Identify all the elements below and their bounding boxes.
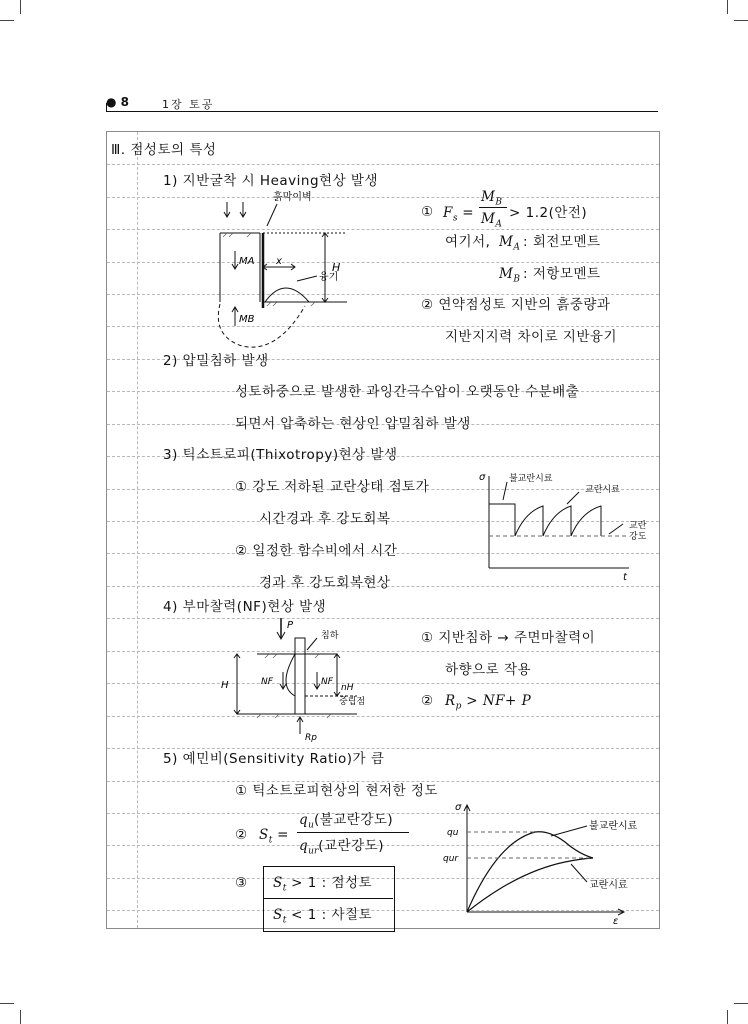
crop-mark xyxy=(734,1003,748,1004)
heaving-formula-num: ① xyxy=(421,204,434,220)
thixo-strength-label1: 교란 xyxy=(629,521,647,531)
thixo-sigma-label: σ xyxy=(479,472,486,483)
item2-line1: 성토하중으로 발생한 과잉간극수압이 오랫동안 수분배출 xyxy=(235,384,580,400)
item4-line2: 하향으로 작용 xyxy=(445,662,532,678)
item2-title: 2) 압밀침하 발생 xyxy=(163,353,269,369)
item3-line4: 경과 후 강도회복현상 xyxy=(259,575,391,591)
negative-friction-figure xyxy=(217,616,377,746)
sensitivity-numerator: $q_u$(불교란강도) xyxy=(299,812,394,831)
ruled-line xyxy=(107,651,659,652)
sensitivity-box-num: ③ xyxy=(235,875,248,891)
fig-x-label: x xyxy=(276,256,282,267)
thixo-undisturbed-label: 불교란시료 xyxy=(509,474,553,484)
ruled-line xyxy=(107,683,659,684)
fraction-bar xyxy=(479,207,507,208)
nf-right-label: NF xyxy=(321,677,333,687)
mb-symbol: $M_B$ xyxy=(499,266,520,285)
crop-mark xyxy=(0,20,14,21)
crop-mark xyxy=(734,20,748,21)
fig-ma-label: MA xyxy=(239,256,255,267)
sensitivity-formula-num: ② xyxy=(235,827,248,843)
ruled-line xyxy=(107,748,659,749)
ss-sigma-label: σ xyxy=(455,802,462,813)
item3-line2: 시간경과 후 강도회복 xyxy=(259,511,391,527)
fig-mb-label: MB xyxy=(239,314,255,325)
ss-disturbed-label: 교란시료 xyxy=(589,880,628,891)
sensitivity-denominator: $q_{ur}$(교란강도) xyxy=(299,838,384,857)
nf-rp-label: Rp xyxy=(305,733,317,743)
heaving-formula-numerator: $M_B$ xyxy=(481,189,502,208)
ma-symbol: $M_A$ xyxy=(499,234,520,253)
thixo-strength-label2: 강도 xyxy=(629,532,647,542)
item4-title: 4) 부마찰력(NF)현상 발생 xyxy=(163,599,327,615)
heaving-note-line1: ② 연약점성토 지반의 흙중량과 xyxy=(421,297,611,313)
heaving-figure xyxy=(187,192,387,356)
crop-mark xyxy=(727,1010,728,1024)
ss-qu-label: qu xyxy=(447,828,459,838)
ss-eps-label: ε xyxy=(613,916,619,927)
ruled-line xyxy=(107,781,659,782)
heaving-note-line2: 지반지지력 차이로 지반융기 xyxy=(445,329,618,345)
nf-nh-label: nH xyxy=(341,683,354,693)
nf-left-label: NF xyxy=(261,677,273,687)
item5-title: 5) 예민비(Sensitivity Ratio)가 큼 xyxy=(163,751,385,767)
heaving-formula-fs: $F_s$ = xyxy=(443,205,475,224)
item3-title: 3) 틱소트로피(Thixotropy)현상 발생 xyxy=(163,447,398,463)
crop-mark xyxy=(20,1010,21,1024)
nf-h-label: H xyxy=(221,680,229,691)
sensitivity-box-divider xyxy=(263,898,393,899)
ruled-line xyxy=(107,716,659,717)
sensitivity-clay-row: $S_t > 1$ : 점성토 xyxy=(273,875,373,894)
heaving-formula-denominator: $M_A$ xyxy=(481,211,502,230)
ma-desc: : 회전모멘트 xyxy=(523,234,601,250)
item1-title: 1) 지반굴착 시 Heaving현상 발생 xyxy=(163,173,378,189)
mb-desc: : 저항모멘트 xyxy=(523,266,601,282)
fig-wall-label: 흙막이벽 xyxy=(273,192,312,203)
margin-line xyxy=(137,132,138,928)
item2-line2: 되면서 압축하는 현상인 압밀침하 발생 xyxy=(235,416,471,432)
thixotropy-chart xyxy=(479,468,657,588)
crop-mark xyxy=(20,0,21,14)
item5-line1: ① 틱소트로피현상의 현저한 정도 xyxy=(235,783,439,799)
item4-line1: ① 지반침하 → 주면마찰력이 xyxy=(421,630,596,646)
thixo-disturbed-label: 교란시료 xyxy=(585,485,620,495)
item4-line3-num: ② xyxy=(421,693,434,709)
page-number: ● 8 xyxy=(106,95,130,109)
ruled-line xyxy=(107,164,659,165)
ss-qur-label: qur xyxy=(443,854,459,864)
item4-line3-formula: $R_p > NF+ P$ xyxy=(445,693,532,712)
where-label: 여기서, xyxy=(445,234,491,250)
item3-line1: ① 강도 저하된 교란상태 점토가 xyxy=(235,479,430,495)
stress-strain-chart xyxy=(443,802,647,928)
header-rule xyxy=(106,111,658,112)
sensitivity-sand-row: $S_t < 1$ : 사질토 xyxy=(273,907,373,926)
crop-mark xyxy=(0,1003,14,1004)
ruled-line xyxy=(107,618,659,619)
note-panel xyxy=(106,131,660,929)
nf-settle-label: 침하 xyxy=(321,631,339,641)
item3-line3: ② 일정한 함수비에서 시간 xyxy=(235,543,398,559)
chapter-title: 1장 토공 xyxy=(162,98,215,111)
nf-p-label: P xyxy=(287,620,294,631)
fig-h-label: H xyxy=(332,261,341,274)
section-title: Ⅲ. 점성토의 특성 xyxy=(111,142,217,158)
sensitivity-st: $S_t$ = xyxy=(259,827,289,846)
thixo-t-label: t xyxy=(623,572,627,583)
nf-neutral-label: 중립점 xyxy=(339,697,366,707)
ss-undisturbed-label: 불교란시료 xyxy=(589,821,638,832)
fig-heave-label: 융기 xyxy=(319,272,339,283)
crop-mark xyxy=(727,0,728,14)
sensitivity-fraction-bar xyxy=(297,832,409,833)
heaving-formula-tail: > 1.2(안전) xyxy=(509,205,588,221)
